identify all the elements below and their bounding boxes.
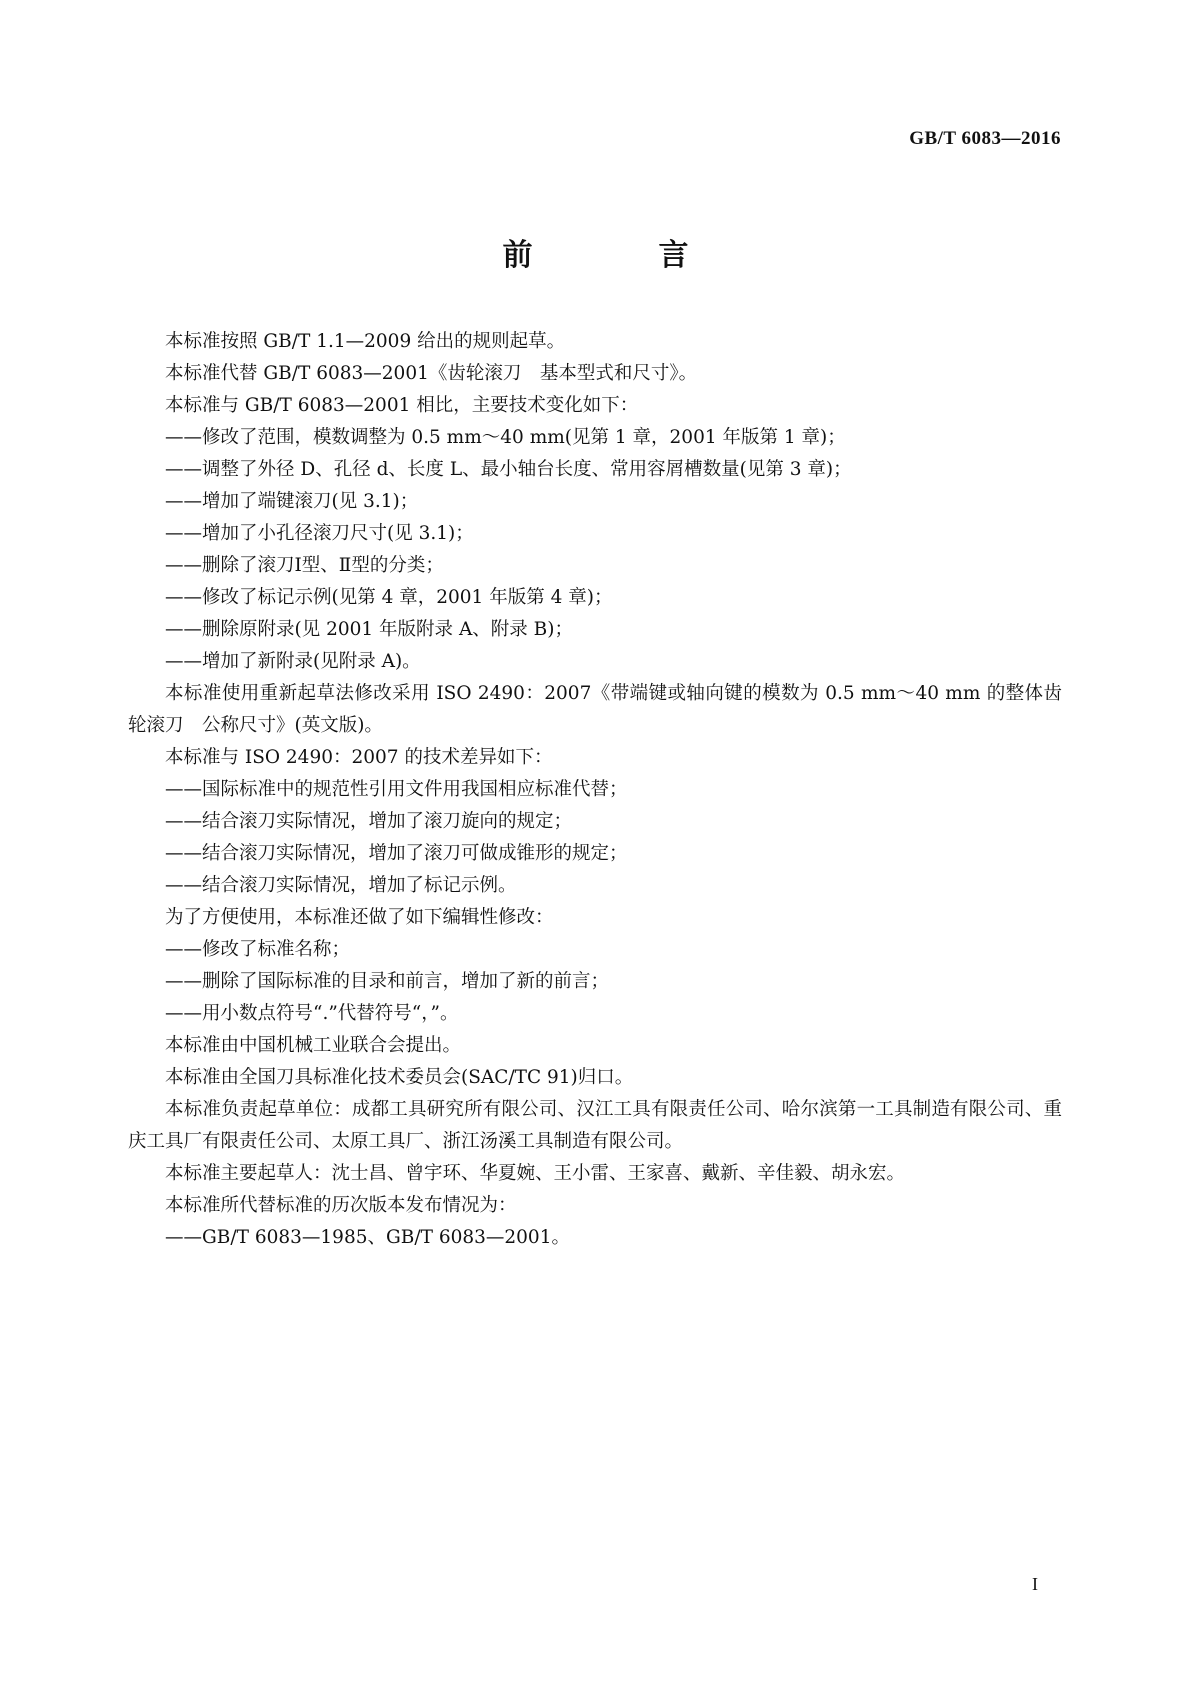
paragraph: 本标准与 GB/T 6083—2001 相比，主要技术变化如下： [165,395,639,416]
paragraph: 本标准使用重新起草法修改采用 ISO 2490：2007《带端键或轴向键的模数为 0.5 mm～40 mm 的整体齿轮滚刀 公称尺寸》(英文版)。 [128,683,1062,736]
foreword-body [128,326,1062,1254]
list-item: ——增加了端键滚刀(见 3.1)； [165,491,419,512]
paragraph: 本标准所代替标准的历次版本发布情况为： [165,1195,517,1216]
paragraph: 本标准按照 GB/T 1.1—2009 给出的规则起草。 [165,331,566,352]
page-number: I [1032,1574,1038,1594]
list-item: ——删除了滚刀Ⅰ型、Ⅱ型的分类； [165,555,444,576]
paragraph: 本标准由全国刀具标准化技术委员会(SAC/TC 91)归口。 [165,1067,634,1088]
list-item: ——修改了范围，模数调整为 0.5 mm～40 mm(见第 1 章，2001 年版第 1 章)； [165,427,846,448]
list-item: ——增加了小孔径滚刀尺寸(见 3.1)； [165,523,474,544]
paragraph: 本标准负责起草单位：成都工具研究所有限公司、汉江工具有限责任公司、哈尔滨第一工具制造有限公司、重庆工具厂有限责任公司、太原工具厂、浙江汤溪工具制造有限公司。 [128,1099,1062,1152]
document-number-header: GB/T 6083—2016 [909,128,1061,149]
list-item: ——结合滚刀实际情况，增加了标记示例。 [165,875,517,896]
list-item: ——用小数点符号“.”代替符号“，”。 [165,1003,459,1024]
list-item: ——国际标准中的规范性引用文件用我国相应标准代替； [165,779,628,800]
list-item: ——修改了标记示例(见第 4 章，2001 年版第 4 章)； [165,587,613,608]
paragraph: 为了方便使用，本标准还做了如下编辑性修改： [165,907,554,928]
list-item: ——增加了新附录(见附录 A)。 [165,651,421,672]
list-item: ——删除原附录(见 2001 年版附录 A、附录 B)； [165,619,573,640]
page-title: 前 言 [502,238,737,273]
list-item: ——结合滚刀实际情况，增加了滚刀旋向的规定； [165,811,573,832]
list-item: ——调整了外径 D、孔径 d、长度 L、最小轴台长度、常用容屑槽数量(见第 3 章)； [165,459,852,480]
paragraph: 本标准代替 GB/T 6083—2001《齿轮滚刀 基本型式和尺寸》。 [165,363,698,384]
list-item: ——结合滚刀实际情况，增加了滚刀可做成锥形的规定； [165,843,628,864]
paragraph: 本标准主要起草人：沈士昌、曾宇环、华夏婉、王小雷、王家喜、戴新、辛佳毅、胡永宏。 [165,1163,906,1184]
list-item: ——删除了国际标准的目录和前言，增加了新的前言； [165,971,610,992]
list-item: ——修改了标准名称； [165,939,351,960]
paragraph: 本标准与 ISO 2490：2007 的技术差异如下： [165,747,553,768]
paragraph: 本标准由中国机械工业联合会提出。 [165,1035,462,1056]
list-item: ——GB/T 6083—1985、GB/T 6083—2001。 [165,1227,570,1248]
